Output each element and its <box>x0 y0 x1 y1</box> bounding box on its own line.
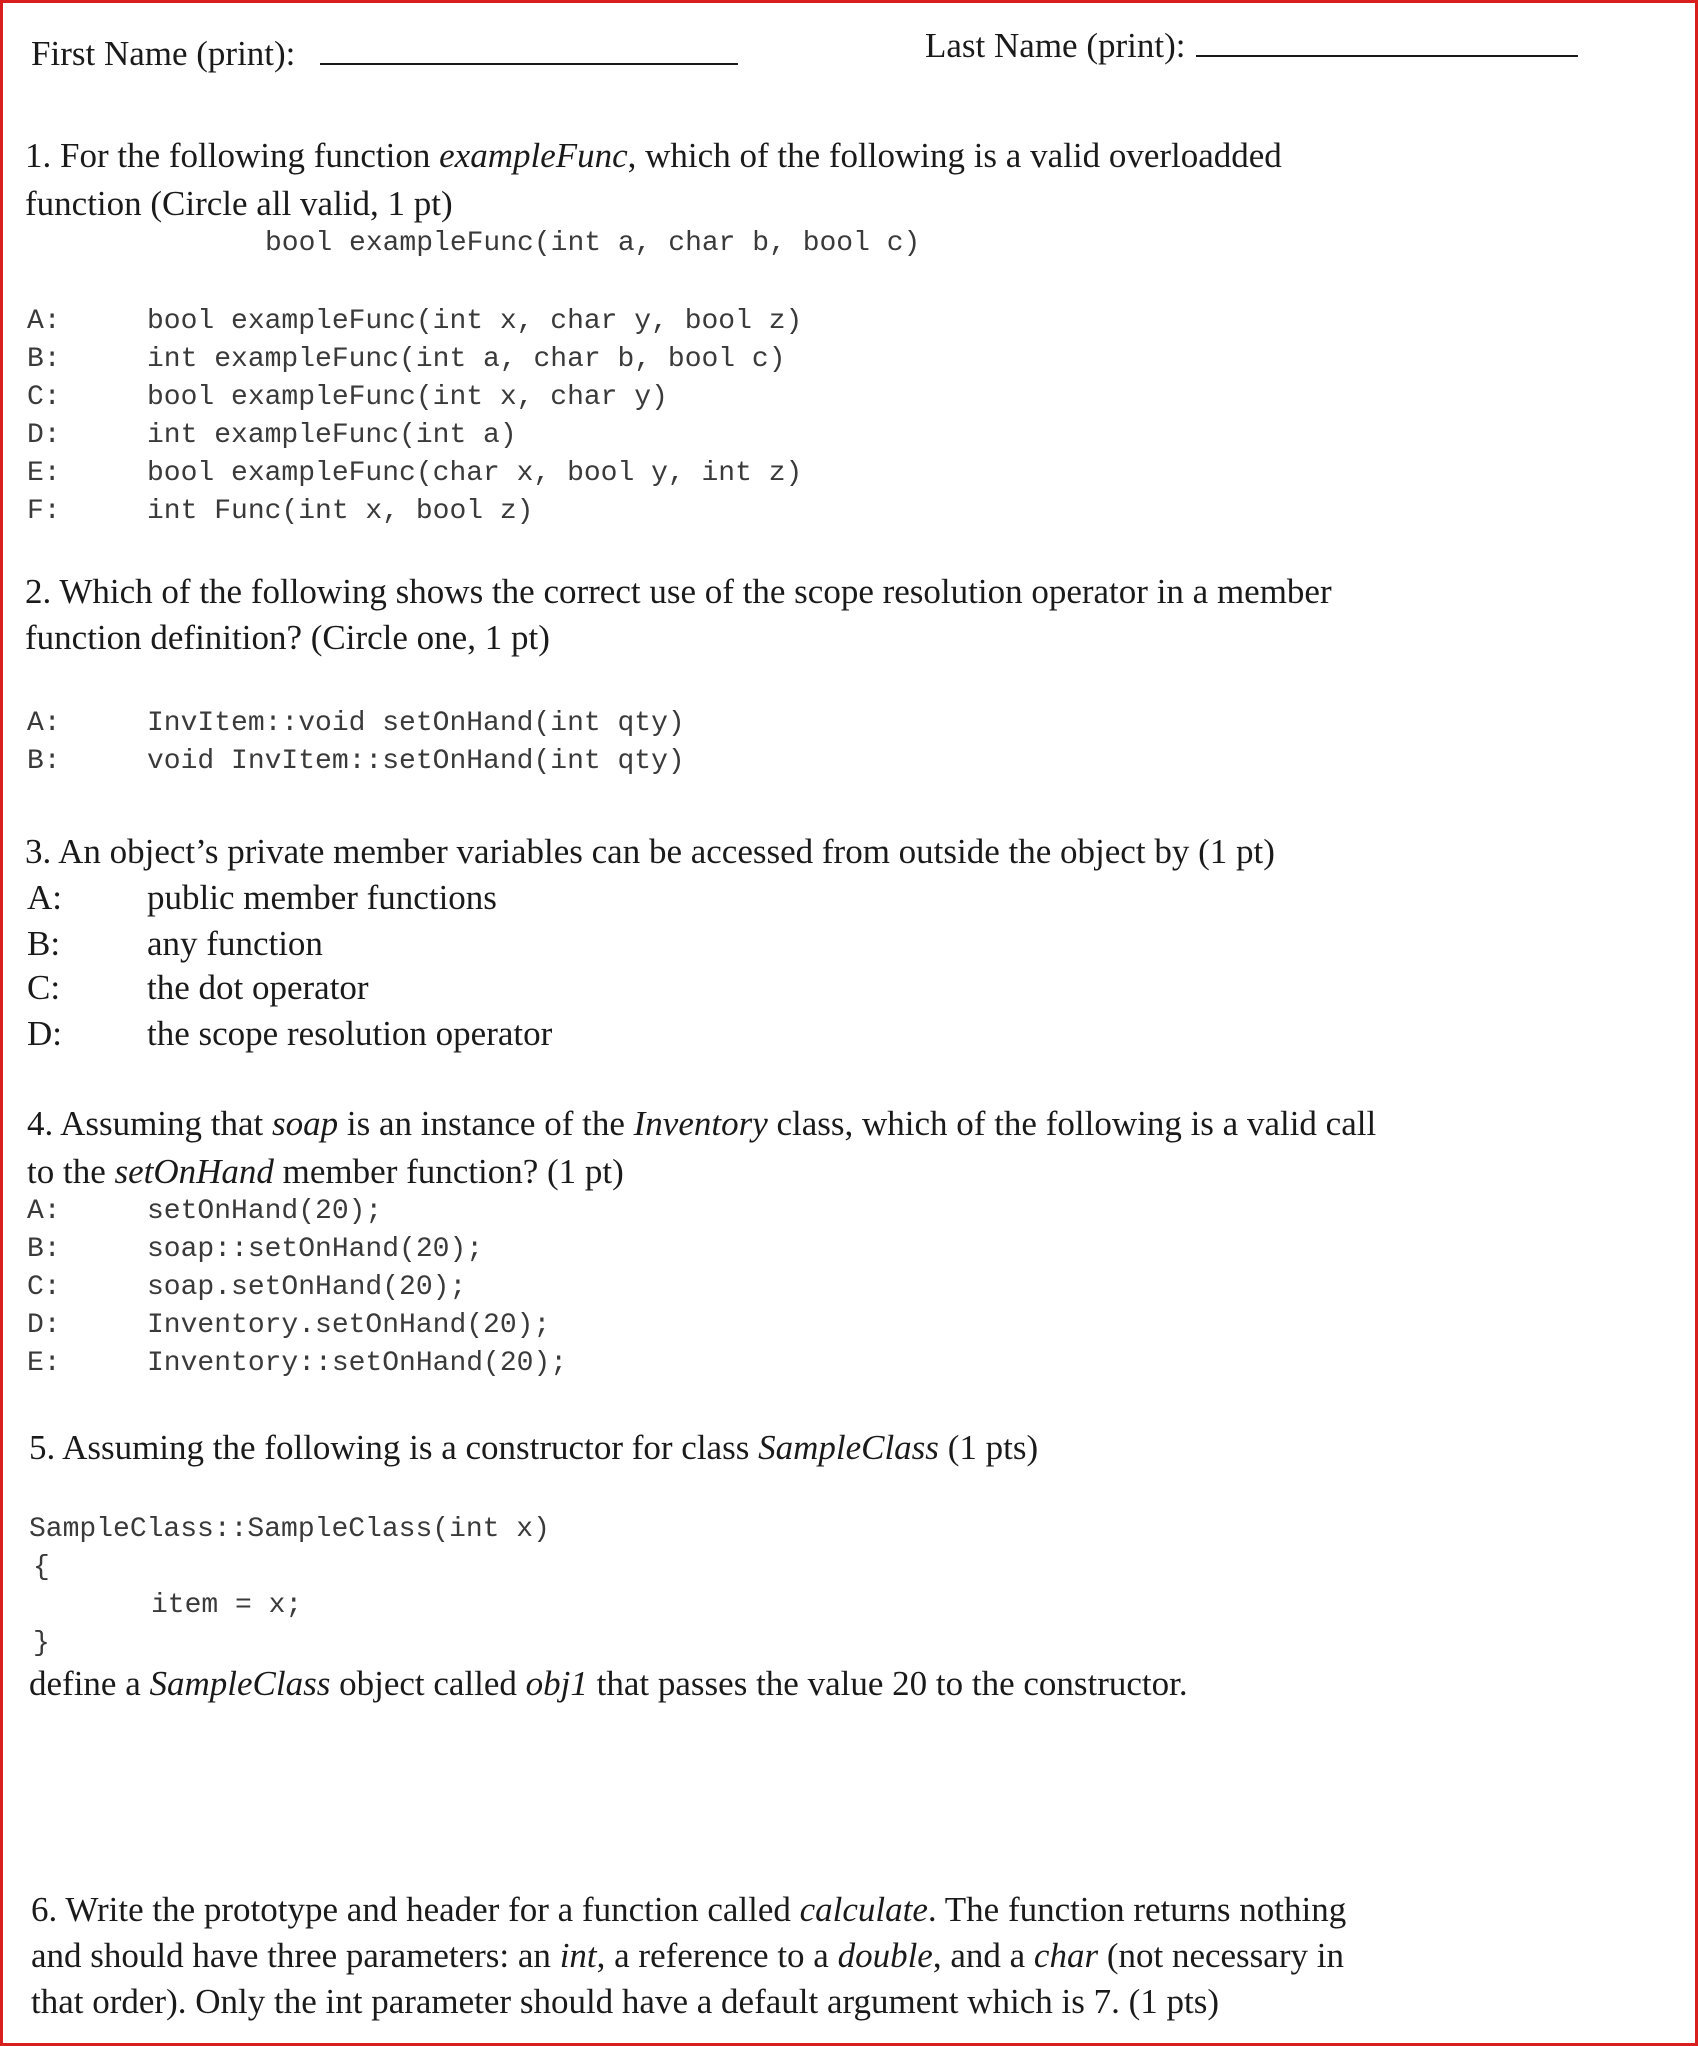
q4-text: 4. Assuming that <box>27 1104 273 1143</box>
q3-option-b[interactable] <box>27 921 323 967</box>
q5-code-line1: SampleClass::SampleClass(int x) <box>29 1514 550 1545</box>
q6-int: int <box>559 1936 597 1975</box>
q4-option-e[interactable] <box>27 1345 567 1383</box>
option-letter: F: <box>27 496 61 527</box>
option-code: bool exampleFunc(char x, bool y, int z) <box>147 458 803 489</box>
option-letter: D: <box>27 1014 62 1053</box>
q2-option-b[interactable] <box>27 743 685 781</box>
option-text: public member functions <box>147 878 497 917</box>
q6-char: char <box>1033 1936 1099 1975</box>
q2-line2: function definition? (Circle one, 1 pt) <box>25 618 550 657</box>
option-letter: C: <box>27 1272 61 1303</box>
q1-option-c[interactable] <box>27 379 668 417</box>
q5-obj-name: obj1 <box>525 1664 588 1703</box>
q5-text: define a <box>29 1664 150 1703</box>
q2-option-a[interactable] <box>27 705 685 743</box>
q5-code-line2: { <box>33 1552 50 1583</box>
first-name-row <box>31 27 738 77</box>
q3-option-d[interactable] <box>27 1011 552 1057</box>
q4-line1 <box>27 1101 1376 1147</box>
q1-option-b[interactable] <box>27 341 786 379</box>
q4-option-b[interactable] <box>27 1231 483 1269</box>
option-code: int exampleFunc(int a, char b, bool c) <box>147 344 786 375</box>
q3-option-a[interactable] <box>27 875 497 921</box>
option-code: Inventory::setOnHand(20); <box>147 1348 568 1379</box>
q4-inventory: Inventory <box>633 1104 768 1143</box>
option-code: InvItem::void setOnHand(int qty) <box>147 708 685 739</box>
last-name-row <box>925 19 1578 69</box>
q6-line2 <box>31 1933 1344 1979</box>
q5-text: object called <box>330 1664 526 1703</box>
q1-option-e[interactable] <box>27 455 802 493</box>
q4-text: to the <box>27 1152 115 1191</box>
option-letter: A: <box>27 708 61 739</box>
q5-text: (1 pts) <box>938 1428 1039 1467</box>
q6-text: (not necessary in <box>1098 1936 1344 1975</box>
option-letter: E: <box>27 1348 61 1379</box>
q1-line2: function (Circle all valid, 1 pt) <box>25 184 453 223</box>
q6-text: , and a <box>932 1936 1034 1975</box>
q1-line1 <box>25 133 1282 179</box>
option-code: soap.setOnHand(20); <box>147 1272 467 1303</box>
q5-text: that passes the value 20 to the constructor. <box>587 1664 1188 1703</box>
q5-text: 5. Assuming the following is a constructor for class <box>29 1428 759 1467</box>
option-letter: D: <box>27 1310 61 1341</box>
option-letter: C: <box>27 968 61 1007</box>
q6-text: , a reference to a <box>596 1936 838 1975</box>
option-letter: E: <box>27 458 61 489</box>
option-letter: B: <box>27 1234 61 1265</box>
q1-text: 1. For the following function <box>25 136 440 175</box>
q5-code-line3: item = x; <box>151 1590 303 1621</box>
option-text: the scope resolution operator <box>147 1014 553 1053</box>
option-code: soap::setOnHand(20); <box>147 1234 484 1265</box>
option-letter: C: <box>27 382 61 413</box>
q4-setonhand: setOnHand <box>114 1152 274 1191</box>
q3-line1: 3. An object’s private member variables can be accessed from outside the object by (1 pt) <box>25 832 1275 871</box>
q4-soap: soap <box>272 1104 339 1143</box>
option-code: Inventory.setOnHand(20); <box>147 1310 551 1341</box>
q4-option-a[interactable] <box>27 1193 382 1231</box>
q1-signature: bool exampleFunc(int a, char b, bool c) <box>265 228 921 259</box>
option-letter: B: <box>27 746 61 777</box>
q6-text: . The function returns nothing <box>927 1890 1347 1929</box>
q1-option-d[interactable] <box>27 417 517 455</box>
q6-text: 6. Write the prototype and header for a function called <box>31 1890 800 1929</box>
q4-text: is an instance of the <box>338 1104 634 1143</box>
q5-line1 <box>29 1425 1038 1471</box>
q6-text: and should have three parameters: an <box>31 1936 560 1975</box>
last-name-blank[interactable] <box>1196 19 1578 57</box>
q6-double: double <box>837 1936 933 1975</box>
option-code: int exampleFunc(int a) <box>147 420 517 451</box>
q6-func-name: calculate <box>799 1890 928 1929</box>
q6-line3: that order). Only the int parameter should have a default argument which is 7. (1 pts) <box>31 1982 1220 2021</box>
q5-class-name: SampleClass <box>758 1428 939 1467</box>
q4-line2 <box>27 1149 624 1195</box>
q4-option-d[interactable] <box>27 1307 550 1345</box>
option-code: bool exampleFunc(int x, char y) <box>147 382 668 413</box>
q4-option-c[interactable] <box>27 1269 466 1307</box>
option-letter: B: <box>27 924 61 963</box>
option-code: void InvItem::setOnHand(int qty) <box>147 746 685 777</box>
option-code: int Func(int x, bool z) <box>147 496 534 527</box>
option-letter: B: <box>27 344 61 375</box>
q5-instruction <box>29 1661 1188 1707</box>
option-text: any function <box>147 924 323 963</box>
first-name-label: First Name (print): <box>31 34 296 73</box>
q4-text: member function? (1 pt) <box>273 1152 624 1191</box>
option-letter: D: <box>27 420 61 451</box>
q1-text-cont: , which of the following is a valid overloadded <box>627 136 1282 175</box>
q1-option-a[interactable] <box>27 303 802 341</box>
q1-option-f[interactable] <box>27 493 533 531</box>
q4-text: class, which of the following is a valid call <box>767 1104 1377 1143</box>
q3-option-c[interactable] <box>27 965 369 1011</box>
option-code: bool exampleFunc(int x, char y, bool z) <box>147 306 803 337</box>
q5-code-line4: } <box>33 1628 50 1659</box>
option-text: the dot operator <box>147 968 369 1007</box>
option-letter: A: <box>27 1196 61 1227</box>
option-letter: A: <box>27 306 61 337</box>
option-letter: A: <box>27 878 62 917</box>
q1-func-name: exampleFunc <box>439 136 628 175</box>
q5-class-name: SampleClass <box>149 1664 331 1703</box>
q2-line1: 2. Which of the following shows the correct use of the scope resolution operator in a member <box>25 572 1332 611</box>
q6-line1 <box>31 1887 1346 1933</box>
first-name-blank[interactable] <box>320 27 738 65</box>
option-code: setOnHand(20); <box>147 1196 383 1227</box>
last-name-label: Last Name (print): <box>925 26 1186 65</box>
